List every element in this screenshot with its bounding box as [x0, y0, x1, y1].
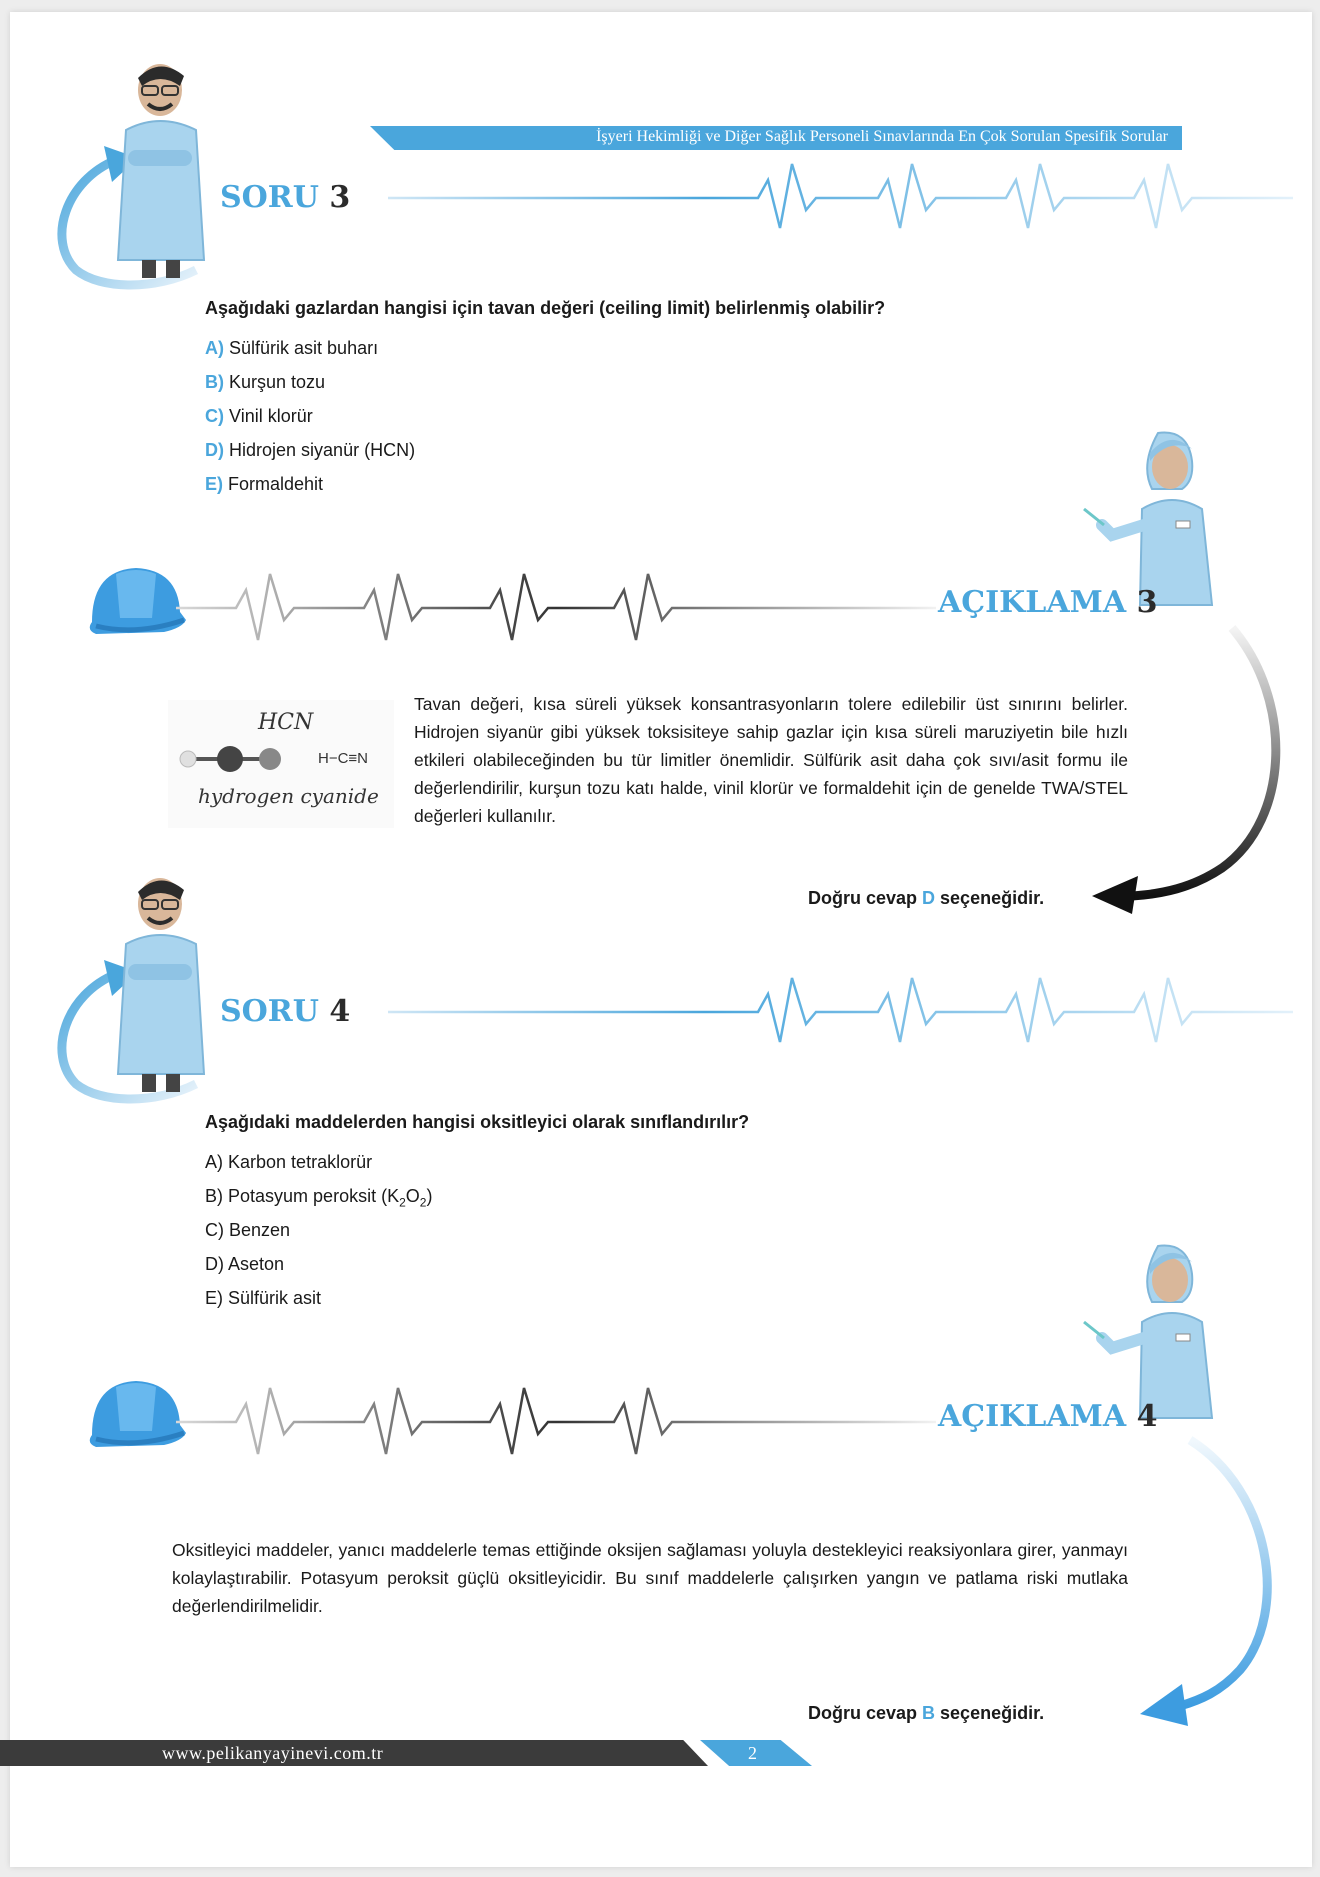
option-e[interactable]: E) Sülfürik asit: [205, 1288, 322, 1308]
hcn-formula-label: HCN: [258, 710, 314, 735]
option-a[interactable]: A) Sülfürik asit buharı: [205, 338, 379, 358]
hcn-molecule-image: [168, 700, 394, 828]
aciklama-4-title: AÇIKLAMA 4: [938, 1399, 1158, 1434]
option-a[interactable]: A) Karbon tetraklorür: [205, 1152, 373, 1172]
question-4-text: Aşağıdaki maddelerden hangisi oksitleyici olarak sınıflandırılır?: [205, 1112, 750, 1132]
question-3-options: [205, 338, 415, 508]
option-d[interactable]: D) Hidrojen siyanür (HCN): [205, 440, 416, 460]
header-title: İşyeri Hekimliği ve Diğer Sağlık Personeli Sınavlarında En Çok Sorulan Spesifik Sorular: [596, 128, 1168, 145]
doctor-female-icon: [1082, 425, 1232, 610]
hard-hat-icon: [86, 562, 186, 648]
doctor-male-icon: [108, 874, 213, 1094]
curved-arrow-icon: [1130, 1430, 1300, 1730]
explanation-3-text: Tavan değeri, kısa süreli yüksek konsantrasyonların tolere edilebilir üst sınırını belirler. Hidrojen siyanür gibi yüksek toksisiteye sahip gazlar için kısa süreli maruziyetin bile hızlı etkileri olabileceğinden bu tür limitler önemlidir. Sülfürik asit daha çok sıvı/asit formu ile değerlendirilir, kurşun tozu katı halde, vinil klorür ve formaldehit için de genelde TWA/STEL değerleri kullanılır.: [414, 694, 1128, 826]
heartbeat-line-icon: [176, 568, 936, 648]
aciklama-3-title: AÇIKLAMA 3: [938, 585, 1158, 620]
curved-arrow-icon: [1092, 618, 1292, 918]
question-3-text: Aşağıdaki gazlardan hangisi için tavan değeri (ceiling limit) belirlenmiş olabilir?: [205, 298, 886, 318]
question-4-options: [205, 1152, 432, 1322]
soru-3-title: SORU 3: [220, 180, 351, 215]
doctor-female-icon: [1082, 1238, 1232, 1423]
option-d[interactable]: D) Aseton: [205, 1254, 285, 1274]
doctor-male-icon: [108, 60, 213, 280]
hcn-caption: hydrogen cyanide: [198, 784, 379, 808]
page-number: 2: [748, 1743, 757, 1763]
molecule-icon: [174, 744, 284, 774]
hcn-structure-label: H−C≡N: [318, 750, 369, 767]
option-b[interactable]: B) Potasyum peroksit $(K_2O_2)$: [205, 1186, 433, 1210]
answer-3: Doğru cevap D seçeneğidir.: [808, 888, 1045, 908]
explanation-4-text: Oksitleyici maddeler, yanıcı maddelerle temas ettiğinde oksijen sağlaması yoluyla destekleyici reaksiyonlara girer, yanmayı kolaylaştırabilir. Potasyum peroksit güçlü oksitleyicidir. Bu sınıf maddelerle çalışırken yangın ve patlama riski mutlaka değerlendirilmelidir.: [172, 1540, 1128, 1616]
answer-4: Doğru cevap B seçeneğidir.: [808, 1703, 1045, 1723]
option-c[interactable]: C) Vinil klorür: [205, 406, 313, 426]
heartbeat-line-icon: [176, 1382, 936, 1462]
option-c[interactable]: C) Benzen: [205, 1220, 291, 1240]
heartbeat-line-icon: [388, 974, 1293, 1049]
hard-hat-icon: [86, 1375, 186, 1461]
heartbeat-line-icon: [388, 160, 1293, 235]
soru-4-title: SORU 4: [220, 994, 351, 1029]
option-b[interactable]: B) Kurşun tozu: [205, 372, 326, 392]
footer-url[interactable]: www.pelikanyayinevi.com.tr: [162, 1743, 384, 1763]
option-e[interactable]: E) Formaldehit: [205, 474, 324, 494]
